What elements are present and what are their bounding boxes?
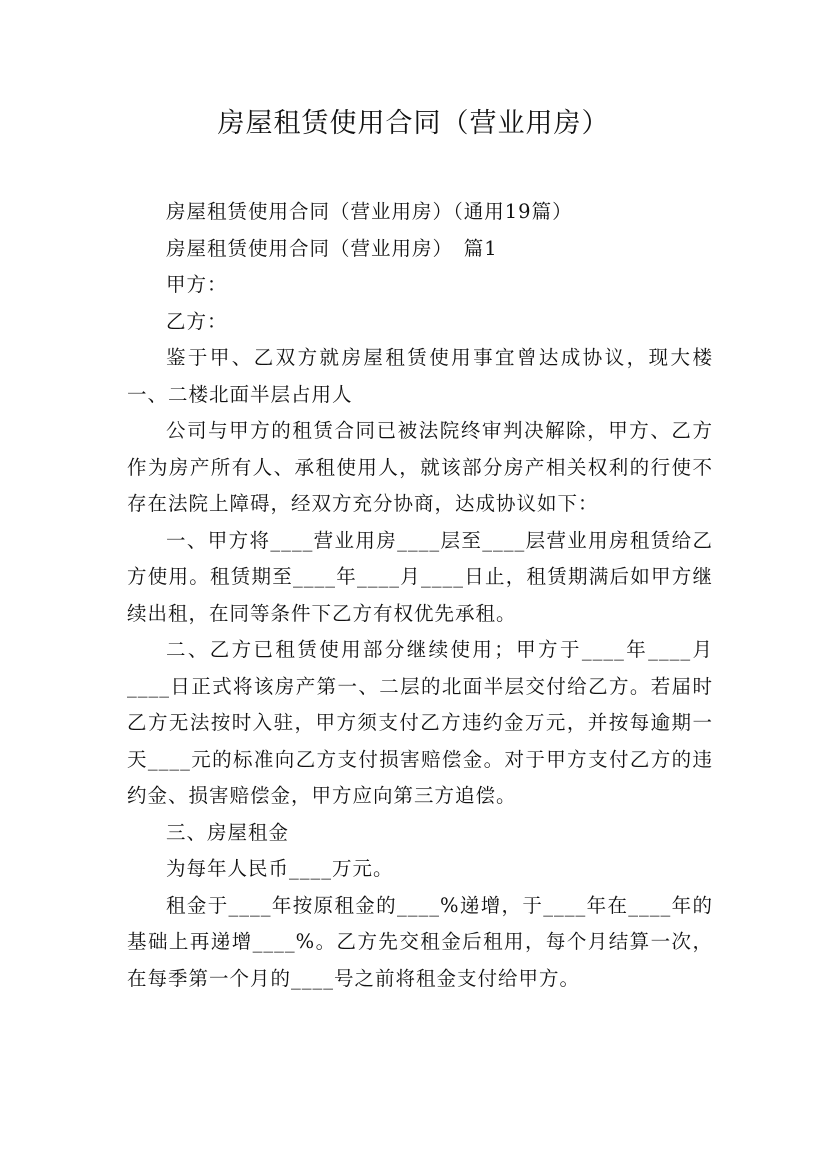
subtitle-paragraph: 房屋租赁使用合同（营业用房）（通用19篇）	[166, 200, 573, 223]
document-body	[127, 194, 713, 997]
body-paragraph: 鉴于甲、乙双方就房屋租赁使用事宜曾达成协议，现大楼一、二楼北面半层占用人	[127, 346, 713, 406]
section-heading: 房屋租赁使用合同（营业用房） 篇1	[166, 236, 498, 260]
document-title: 房屋租赁使用合同（营业用房）	[217, 108, 610, 139]
body-paragraph: 租金于____年按原租金的____%递增，于____年在____年的基础上再递增____%。乙方先交租金后租用，每个月结算一次，在每季第一个月的____号之前将租金支付给甲方。	[127, 893, 713, 990]
body-paragraph: 为每年人民币____万元。	[166, 857, 394, 880]
party-b-line: 乙方：	[166, 309, 228, 333]
body-paragraph: 公司与甲方的租赁合同已被法院终审判决解除，甲方、乙方作为房产所有人、承租使用人，就该部分房产相关权利的行使不存在法院上障碍，经双方充分协商，达成协议如下：	[127, 419, 713, 515]
party-a-line: 甲方：	[166, 273, 228, 296]
clause-heading: 三、房屋租金	[166, 820, 290, 844]
clause-paragraph: 二、乙方已租赁使用部分继续使用；甲方于____年____月____日正式将该房产第一、二层的北面半层交付给乙方。若届时乙方无法按时入驻，甲方须支付乙方违约金万元，并按每逾期一天____元的标准向乙方支付损害赔偿金。对于甲方支付乙方的违约金、损害赔偿金，甲方应向第三方追偿。	[127, 638, 713, 807]
clause-paragraph: 一、甲方将____营业用房____层至____层营业用房租赁给乙方使用。租赁期至____年____月____日止，租赁期满后如甲方继续出租，在同等条件下乙方有权优先承租。	[127, 528, 713, 625]
